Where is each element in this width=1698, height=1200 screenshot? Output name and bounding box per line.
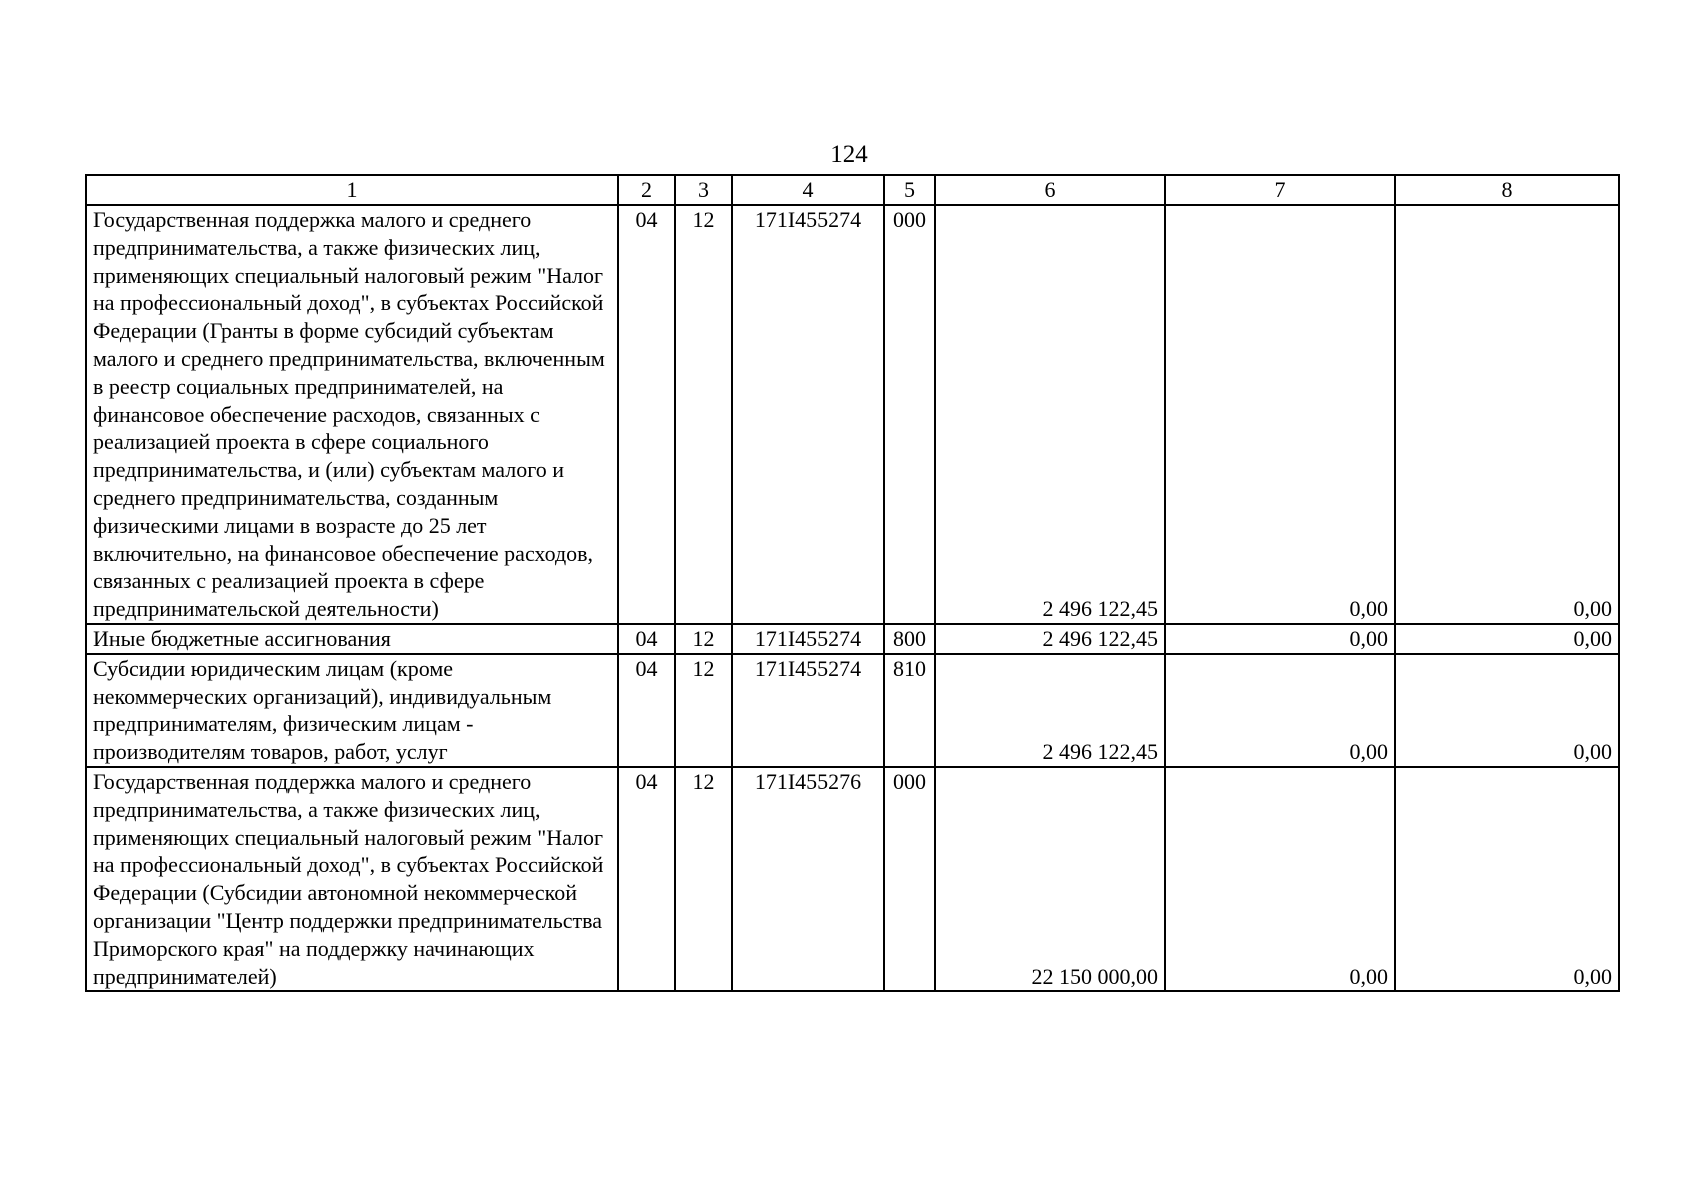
row-name-cell: Государственная поддержка малого и среднего предпринимательства, а также физических лиц, применяющих специальный налоговый режим "Налог на профессиональный доход", в субъектах Российской Федерации (Гранты в форме субсидий субъектам малого и среднего предпринимательства, включенным в реестр социальных предпринимателей, на финансовое обеспечение расходов, связанных с реализацией проекта в сфере социального предпринимательства, и (или) субъектам малого и среднего предпринимательства, созданным физическими лицами в возрасте до 25 лет включительно, на финансовое обеспечение расходов, связанных с реализацией проекта в сфере предпринимательской деятельности) xyxy=(86,205,618,624)
row-name-cell: Иные бюджетные ассигнования xyxy=(86,624,618,654)
column-header: 4 xyxy=(732,175,884,205)
page-number: 124 xyxy=(830,141,868,168)
amount-cell-8: 0,00 xyxy=(1395,767,1619,991)
column-header: 7 xyxy=(1165,175,1395,205)
expense-type-cell: 000 xyxy=(884,205,935,624)
amount-cell-8: 0,00 xyxy=(1395,624,1619,654)
expense-type-cell: 800 xyxy=(884,624,935,654)
column-header: 5 xyxy=(884,175,935,205)
column-header: 3 xyxy=(675,175,732,205)
row-name-cell: Субсидии юридическим лицам (кроме некоммерческих организаций), индивидуальным предпринимателям, физическим лицам - производителям товаров, работ, услуг xyxy=(86,654,618,767)
amount-cell-6: 2 496 122,45 xyxy=(935,205,1165,624)
amount-cell-6: 2 496 122,45 xyxy=(935,624,1165,654)
target-article-cell: 171I455276 xyxy=(732,767,884,991)
amount-cell-7: 0,00 xyxy=(1165,767,1395,991)
section-code-cell: 04 xyxy=(618,205,675,624)
table-row xyxy=(86,654,1619,767)
budget-table xyxy=(85,174,1620,992)
amount-cell-7: 0,00 xyxy=(1165,205,1395,624)
column-header: 6 xyxy=(935,175,1165,205)
expense-type-cell: 810 xyxy=(884,654,935,767)
subsection-code-cell: 12 xyxy=(675,654,732,767)
subsection-code-cell: 12 xyxy=(675,624,732,654)
target-article-cell: 171I455274 xyxy=(732,205,884,624)
table-row xyxy=(86,624,1619,654)
table-row xyxy=(86,767,1619,991)
section-code-cell: 04 xyxy=(618,654,675,767)
amount-cell-8: 0,00 xyxy=(1395,654,1619,767)
target-article-cell: 171I455274 xyxy=(732,654,884,767)
amount-cell-7: 0,00 xyxy=(1165,654,1395,767)
amount-cell-6: 22 150 000,00 xyxy=(935,767,1165,991)
amount-cell-6: 2 496 122,45 xyxy=(935,654,1165,767)
section-code-cell: 04 xyxy=(618,624,675,654)
target-article-cell: 171I455274 xyxy=(732,624,884,654)
table-row xyxy=(86,205,1619,624)
section-code-cell: 04 xyxy=(618,767,675,991)
column-header: 8 xyxy=(1395,175,1619,205)
column-header: 2 xyxy=(618,175,675,205)
column-header: 1 xyxy=(86,175,618,205)
subsection-code-cell: 12 xyxy=(675,205,732,624)
amount-cell-8: 0,00 xyxy=(1395,205,1619,624)
subsection-code-cell: 12 xyxy=(675,767,732,991)
table-header-row xyxy=(86,175,1619,205)
expense-type-cell: 000 xyxy=(884,767,935,991)
amount-cell-7: 0,00 xyxy=(1165,624,1395,654)
row-name-cell: Государственная поддержка малого и среднего предпринимательства, а также физических лиц, применяющих специальный налоговый режим "Налог на профессиональный доход", в субъектах Российской Федерации (Субсидии автономной некоммерческой организации "Центр поддержки предпринимательства Приморского края" на поддержку начинающих предпринимателей) xyxy=(86,767,618,991)
